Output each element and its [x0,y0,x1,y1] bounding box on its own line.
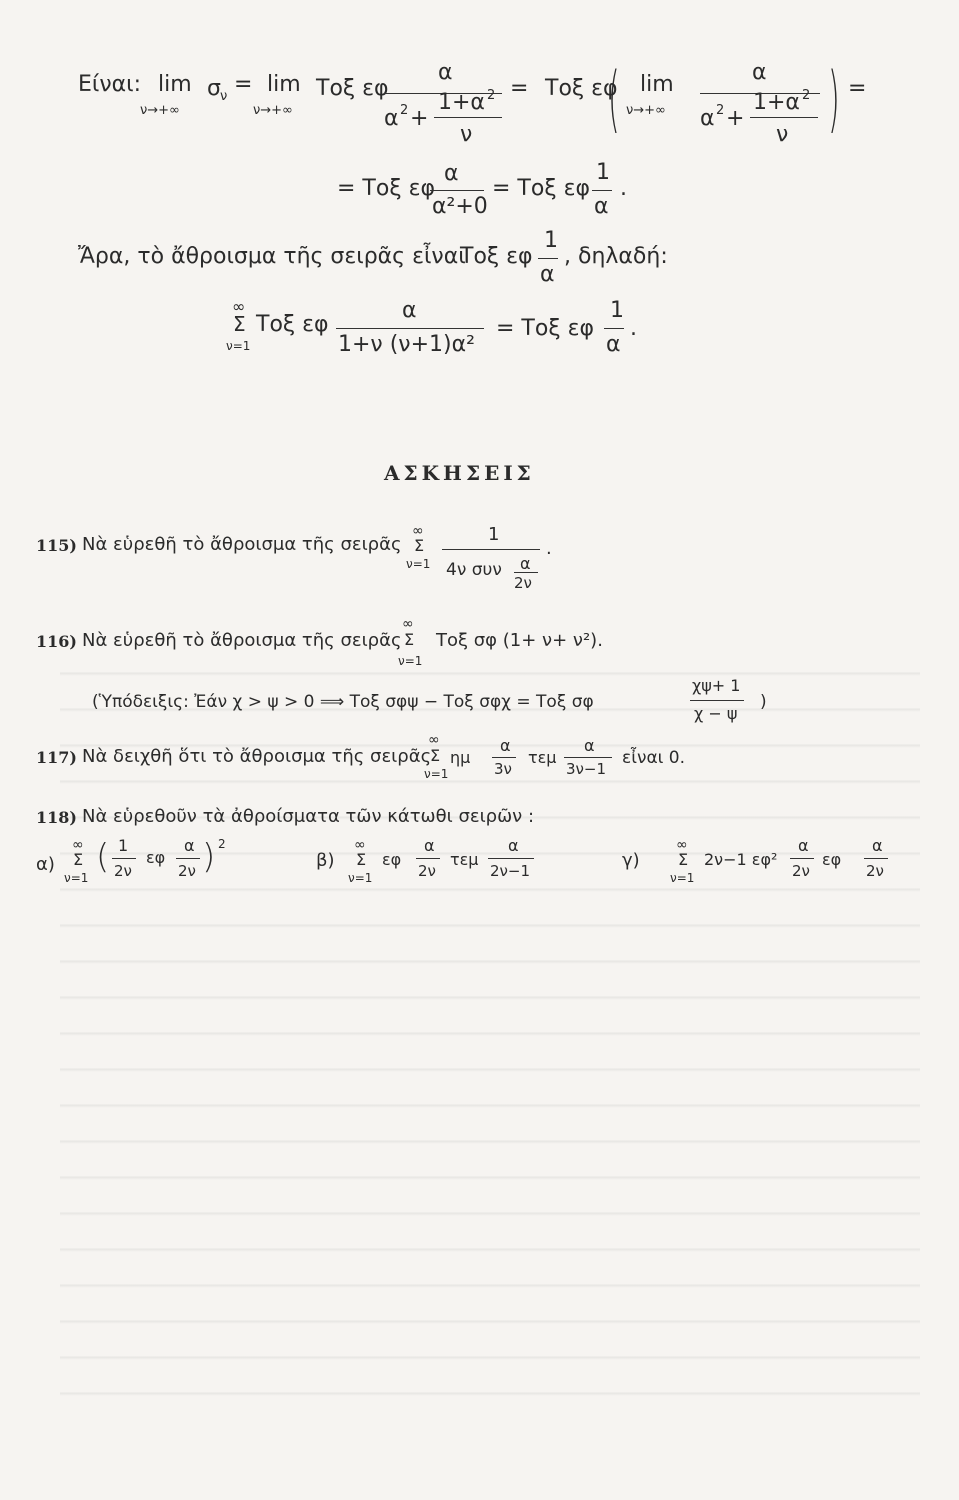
frac1-plus: + [410,106,429,131]
ex117-den2: 3ν−1 [566,760,607,778]
r2-den: α [594,194,609,219]
ex115-number: 115) [36,536,77,555]
ex117-hm: ημ [450,748,471,767]
r-frac-bar [430,190,484,191]
eq-toxef-b: = Τοξ εφ [492,176,590,201]
ex117-sigma: Σ [430,746,441,765]
ex118-b-num2: α [508,836,519,855]
frac2-num: α [752,60,767,85]
frac2-inner-bar [750,117,818,118]
ex116-hint-den: χ − ψ [694,704,738,723]
ex118-a-label: α) [36,854,55,875]
ex115-text: Νὰ εὑρεθῆ τὸ ἄθροισμα τῆς σειρᾶς [82,534,402,555]
ex115-sigma: Σ [414,536,425,555]
frac2-inner-num: 1+α [753,90,800,115]
frac2-plus: + [726,106,745,131]
frac1-a2-sup: 2 [400,103,409,118]
ex115-sub: ν=1 [406,557,431,571]
ex115-den2: 2ν [514,574,532,592]
ex118-g-num2: α [872,836,883,855]
ex117-bar1 [492,757,516,758]
r2-dot: . [620,176,627,201]
ex118-g-sub: ν=1 [670,871,695,885]
toxef-2: Τοξ εφ [545,76,618,101]
ex118-a-den2: 2ν [178,862,196,880]
ex116-hint: (Ὑπόδειξις: Ἐάν χ > ψ > 0 ⟹ Τοξ σφψ − Τοξ σφχ = Τοξ σφ [92,692,594,712]
ex118-g-bar1 [790,858,814,859]
ex118-text: Νὰ εὑρεθοῦν τὰ ἀθροίσματα τῶν κάτωθι σειρῶν : [82,806,535,827]
ex115-bar [442,549,540,550]
eq-toxef-a: = Τοξ εφ [337,176,435,201]
sum-toxef: Τοξ εφ [256,312,329,337]
ex118-g-expr: 2ν−1 εφ² [704,850,778,869]
lim-2-sub: ν→+∞ [253,103,293,118]
conclusion-tail: , δηλαδή: [564,244,668,269]
ex117-bar2 [564,757,612,758]
ex118-g-bar2 [864,858,888,859]
frac2-inner-sup: 2 [802,88,811,103]
ex117-text: Νὰ δειχθῆ ὅτι τὸ ἄθροισμα τῆς σειρᾶς [82,746,432,767]
lim-1: lim [158,72,192,97]
sum-eq-toxef: = Τοξ εφ [496,316,594,341]
ex118-b-tem: τεμ [450,850,479,869]
exercises-heading: ΑΣΚΗΣΕΙΣ [384,461,535,485]
ex118-a-den1: 2ν [114,862,132,880]
eq-2: = [510,76,529,101]
ex116-sigma: Σ [404,630,415,649]
paren-close: ) [828,58,840,143]
ex116-text: Νὰ εὑρεθῆ τὸ ἄθροισμα τῆς σειρᾶς [82,630,402,651]
ex117-den1: 3ν [494,760,512,778]
ex118-g-inf: ∞ [676,837,688,853]
frac1-a2: α [384,106,399,131]
r2-num: 1 [596,160,610,185]
sigma-nu: σ [207,76,221,101]
sum-frac-num: α [402,298,417,323]
ex118-a-sub: ν=1 [64,871,89,885]
ex118-a-paren-open: ( [96,837,110,877]
ex116-expr: Τοξ σφ (1+ ν+ ν²). [436,630,603,651]
ex118-b-den1: 2ν [418,862,436,880]
intro-word: Είναι: [78,72,141,97]
ex117-inf: ∞ [428,732,440,748]
ex118-a-bar2 [176,858,200,859]
lim-3-sub: ν→+∞ [626,103,666,118]
sum-sigma: Σ [233,312,246,336]
frac1-inner-num: 1+α [438,90,485,115]
sum-frac-bar [336,328,484,329]
c-frac-den: α [540,262,555,287]
ex116-hint-num: χψ+ 1 [692,676,741,695]
toxef-1: Τοξ εφ [316,76,389,101]
ex117-number: 117) [36,748,77,767]
conclusion-text: Ἄρα, τὸ ἄθροισμα τῆς σειρᾶς εἶναι [78,244,466,269]
sum-r-den: α [606,332,621,357]
ex116-hint-bar [690,700,744,701]
ex118-b-sigma: Σ [356,850,367,869]
ex118-b-sub: ν=1 [348,871,373,885]
frac1-inner-den: ν [460,122,473,147]
ex115-den: 4ν συν [446,560,502,580]
frac1-num: α [438,60,453,85]
ex118-a-num2: α [184,836,195,855]
sum-inf: ∞ [232,297,246,316]
ex118-b-den2: 2ν−1 [490,862,531,880]
ex118-b-bar2 [488,858,534,859]
ex117-num2: α [584,736,595,755]
ex118-a-paren-close: ) [202,837,216,877]
ex118-a-ef: εφ [146,848,166,867]
ex118-g-label: γ) [622,850,640,871]
ex118-b-bar1 [416,858,440,859]
r2-bar [592,190,612,191]
ex118-b-ef: εφ [382,850,402,869]
ex118-a-inf: ∞ [72,837,84,853]
ex117-sub: ν=1 [424,767,449,781]
ex115-inf: ∞ [412,523,424,539]
sum-dot: . [630,316,637,341]
c-frac-num: 1 [544,228,558,253]
r-frac-num: α [444,161,459,186]
ex118-number: 118) [36,808,77,827]
frac1-inner-bar [434,117,502,118]
ex117-tail: εἶναι 0. [622,748,686,768]
conclusion-toxef: Τοξ εφ [460,244,533,269]
sum-r-num: 1 [610,298,624,323]
paren-open: ( [608,58,620,143]
sum-r-bar [604,328,624,329]
ex118-g-den1: 2ν [792,862,810,880]
ex118-g-den2: 2ν [866,862,884,880]
frac2-a2: α [700,106,715,131]
eq-1: = [234,72,253,97]
ex118-a-bar1 [112,858,136,859]
ex118-a-num1: 1 [118,836,129,855]
sigma-nu-sub: ν [220,89,228,104]
sum-sub: ν=1 [226,339,251,353]
frac2-inner-den: ν [776,122,789,147]
frac2-a2-sup: 2 [716,103,725,118]
ex118-a-sigma: Σ [73,850,84,869]
ex117-num1: α [500,736,511,755]
frac1-inner-sup: 2 [487,88,496,103]
ex118-g-sigma: Σ [678,850,689,869]
ex116-sub: ν=1 [398,654,423,668]
ex115-dot: . [546,538,552,559]
ex117-tem: τεμ [528,748,557,767]
ex118-b-num1: α [424,836,435,855]
c-frac-bar [538,258,558,259]
ex115-num1: 1 [488,524,500,545]
ex118-b-label: β) [316,850,335,871]
ex118-b-inf: ∞ [354,837,366,853]
ex116-number: 116) [36,632,77,651]
ex115-alpha: α [520,554,531,573]
sum-frac-den: 1+ν (ν+1)α² [338,332,475,357]
ex118-a-sq: 2 [218,837,226,851]
ex118-g-ef: εφ [822,850,842,869]
lim-3: lim [640,72,674,97]
ex116-inf: ∞ [402,616,414,632]
lim-2: lim [267,72,301,97]
ex115-inner-bar [514,572,538,573]
ex116-hint-close: ) [760,692,767,712]
ex118-g-num1: α [798,836,809,855]
r-frac-den: α²+0 [432,194,488,219]
lim-1-sub: ν→+∞ [140,103,180,118]
eq-trailing: = [848,76,867,101]
